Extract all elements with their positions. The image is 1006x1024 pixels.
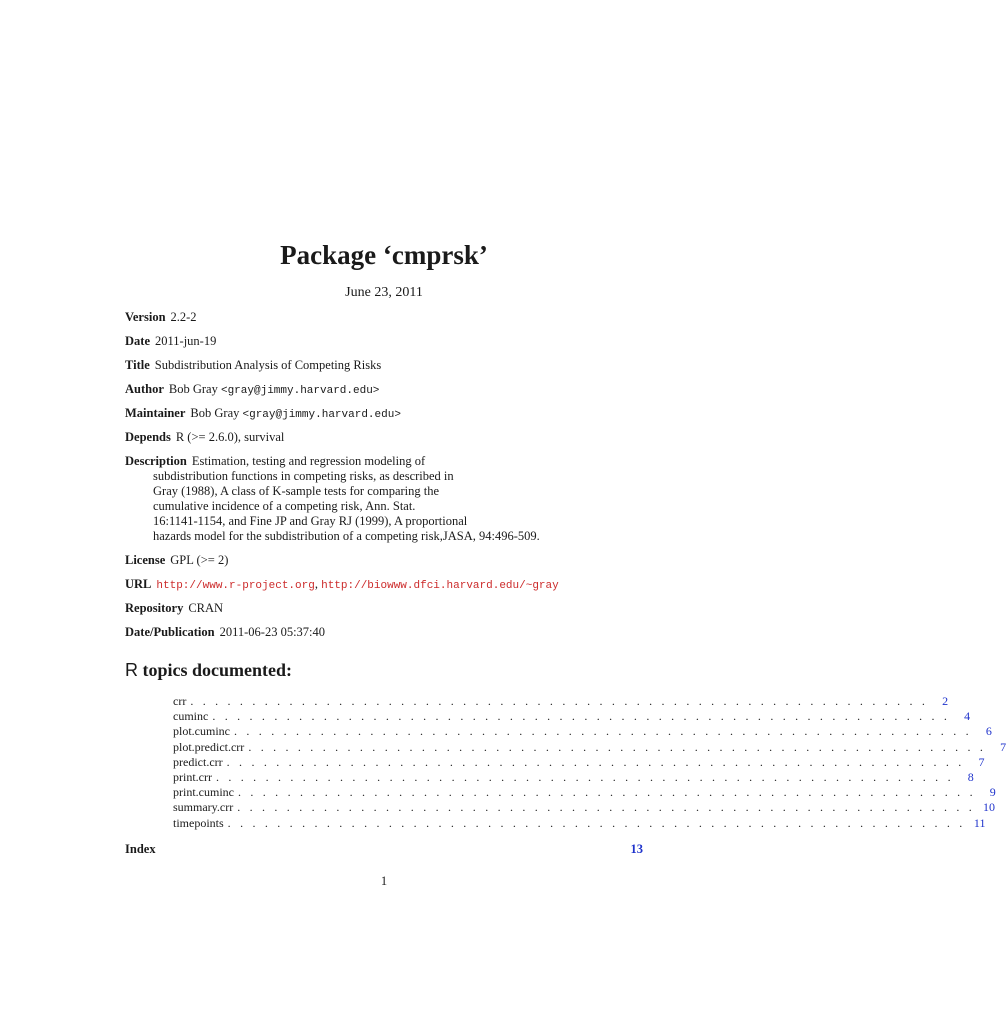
toc-leader-dots: . . . . . . . . . . . . . . . . . . . . . . . . . . . . . . . . . . . . . . . . . . . . . . . . . . . . . . . . . . . . [234, 724, 972, 739]
field-value: CRAN [188, 601, 224, 615]
description-line: Gray (1988), A class of K-sample tests for comparing the [153, 484, 440, 498]
r-logo-text: R [125, 660, 138, 680]
field-label: Date/Publication [125, 625, 215, 639]
toc-leader-dots: . . . . . . . . . . . . . . . . . . . . . . . . . . . . . . . . . . . . . . . . . . . . . . . . . . . . . . . . . . . . [212, 709, 951, 724]
toc-entry-name: cuminc [173, 709, 209, 724]
maintainer-email: <gray@jimmy.harvard.edu> [242, 409, 401, 421]
toc-page-link[interactable]: 10 [983, 800, 996, 815]
field-value: R (>= 2.6.0), survival [175, 430, 285, 444]
toc-entry-name: print.cuminc [173, 785, 234, 800]
field-version [125, 310, 197, 325]
package-date: June 23, 2011 [345, 285, 423, 300]
toc-entry-name: timepoints [173, 815, 224, 830]
toc-entry-name: summary.crr [173, 800, 234, 815]
field-label: Version [125, 310, 166, 324]
toc-entry-summary-crr[interactable] [173, 800, 996, 815]
field-label: URL [125, 577, 152, 591]
toc-page-link[interactable]: 8 [967, 769, 974, 784]
description-first-line: Estimation, testing and regression modeling of [191, 454, 426, 468]
toc-entry-name: predict.crr [173, 754, 223, 769]
field-label: Date [125, 334, 150, 348]
description-line: subdistribution functions in competing risks, as described in [153, 469, 454, 483]
field-title [125, 358, 381, 373]
toc-leader-dots: . . . . . . . . . . . . . . . . . . . . . . . . . . . . . . . . . . . . . . . . . . . . . . . . . . . . . . . . . . . . [226, 754, 965, 769]
toc-leader-dots: . . . . . . . . . . . . . . . . . . . . . . . . . . . . . . . . . . . . . . . . . . . . . . . . . . . . . . . . . . . . [237, 800, 976, 815]
field-value: Subdistribution Analysis of Competing Risks [154, 358, 382, 372]
toc-entry-crr[interactable] [173, 694, 949, 709]
field-label: License [125, 553, 166, 567]
author-name: Bob Gray [168, 382, 218, 396]
toc-entry-print-crr[interactable] [173, 769, 974, 785]
toc-entry-predict-crr[interactable] [173, 754, 985, 770]
description-line: 16:1141-1154, and Fine JP and Gray RJ (1999), A proportional [153, 514, 468, 528]
toc-leader-dots: . . . . . . . . . . . . . . . . . . . . . . . . . . . . . . . . . . . . . . . . . . . . . . . . . . . . . . . . . . . . [248, 739, 987, 754]
toc-entry-name: print.crr [173, 769, 212, 784]
page-number: 1 [380, 874, 388, 888]
toc-entry-plot-predict-crr[interactable] [173, 739, 1006, 755]
index-label: Index [125, 842, 156, 856]
toc-leader-dots: . . . . . . . . . . . . . . . . . . . . . . . . . . . . . . . . . . . . . . . . . . . . . . . . . . . . . . . . . . . . [190, 694, 929, 708]
toc-page-link[interactable]: 2 [942, 694, 949, 708]
field-value: 2.2-2 [170, 310, 197, 324]
toc-entry-name: plot.cuminc [173, 724, 230, 739]
description-line: cumulative incidence of a competing risk, Ann. Stat. [153, 499, 416, 513]
description-line: hazards model for the subdistribution of a competing risk,JASA, 94:496-509. [153, 529, 540, 543]
field-label: Description [125, 454, 187, 468]
toc-entry-name: plot.predict.crr [173, 739, 245, 754]
topics-heading [125, 660, 292, 681]
toc-page-link[interactable]: 6 [985, 724, 992, 739]
toc-entry-print-cuminc[interactable] [173, 785, 996, 800]
field-label: Maintainer [125, 406, 186, 420]
field-label: Depends [125, 430, 171, 444]
toc-leader-dots: . . . . . . . . . . . . . . . . . . . . . . . . . . . . . . . . . . . . . . . . . . . . . . . . . . . . . . . . . . . . [237, 785, 976, 800]
url-separator: , [314, 577, 322, 591]
field-author [125, 382, 379, 399]
field-label: Author [125, 382, 164, 396]
toc-page-link[interactable]: 4 [964, 709, 971, 724]
field-url [125, 577, 559, 594]
field-date [125, 334, 216, 349]
toc-page-link[interactable]: 9 [989, 785, 996, 800]
field-value: 2011-jun-19 [155, 334, 217, 348]
url-link-r-project[interactable]: http://www.r-project.org [156, 580, 315, 592]
toc-leader-dots: . . . . . . . . . . . . . . . . . . . . . . . . . . . . . . . . . . . . . . . . . . . . . . . . . . . . . . . . . . . . [215, 769, 954, 784]
field-repository [125, 601, 223, 616]
author-email: <gray@jimmy.harvard.edu> [220, 385, 380, 397]
field-label: Title [125, 358, 150, 372]
field-value: GPL (>= 2) [170, 553, 229, 567]
topics-list [173, 694, 1006, 831]
toc-entry-plot-cuminc[interactable] [173, 724, 992, 739]
toc-entry-cuminc[interactable] [173, 709, 971, 724]
toc-page-link[interactable]: 11 [973, 815, 986, 830]
field-description [125, 454, 425, 469]
field-maintainer [125, 406, 401, 423]
topics-heading-text: topics documented: [142, 660, 292, 680]
field-depends [125, 430, 284, 445]
toc-entry-timepoints[interactable] [173, 815, 986, 831]
toc-leader-dots: . . . . . . . . . . . . . . . . . . . . . . . . . . . . . . . . . . . . . . . . . . . . . . . . . . . . . . . . . . . . [227, 815, 966, 830]
toc-page-link[interactable]: 7 [978, 754, 985, 769]
field-publication [125, 625, 325, 640]
maintainer-name: Bob Gray [190, 406, 240, 420]
package-title: Package ‘cmprsk’ [280, 240, 488, 270]
field-value: 2011-06-23 05:37:40 [219, 625, 326, 639]
index-page-link[interactable]: 13 [630, 842, 643, 856]
toc-entry-name: crr [173, 694, 187, 708]
field-label: Repository [125, 601, 184, 615]
url-link-biowww[interactable]: http://biowww.dfci.harvard.edu/~gray [321, 580, 559, 592]
toc-page-link[interactable]: 7 [1000, 739, 1006, 754]
index-entry[interactable] [125, 842, 643, 857]
field-license [125, 553, 228, 568]
